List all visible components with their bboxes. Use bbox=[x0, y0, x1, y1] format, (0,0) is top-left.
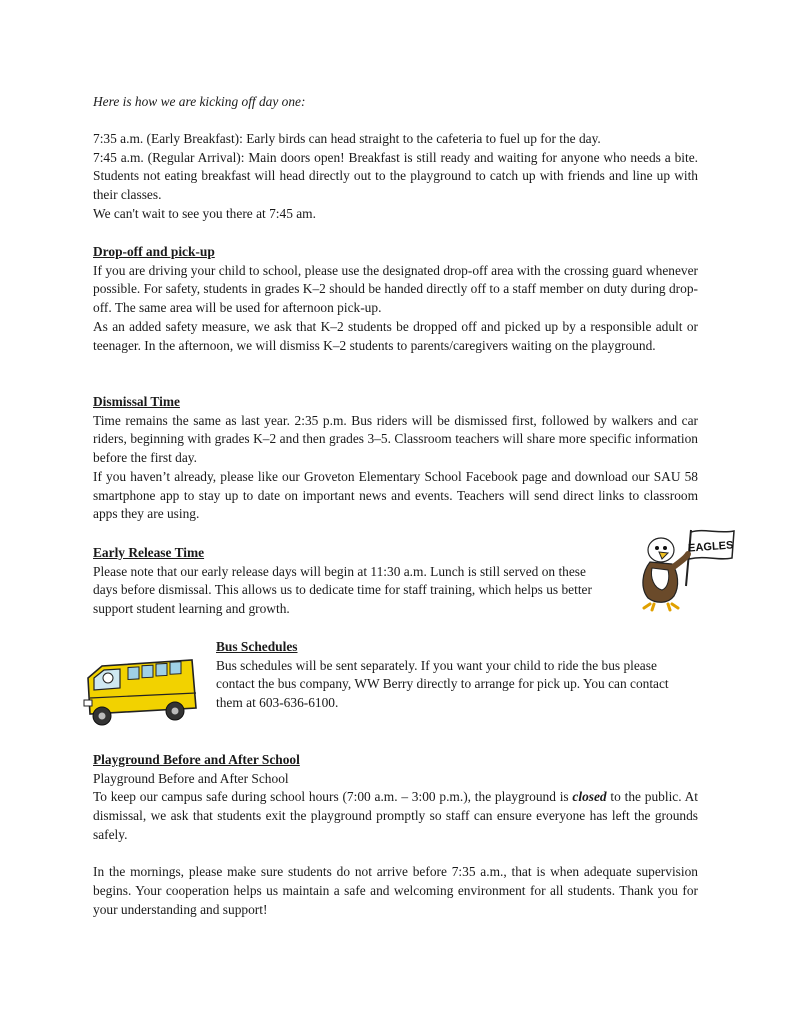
playground-section bbox=[93, 751, 698, 919]
bus-headlight bbox=[84, 700, 92, 706]
eagle-feet bbox=[644, 604, 678, 610]
eagle-mascot-icon bbox=[628, 528, 738, 612]
bus-line: contact the bus company, WW Berry directly to arrange for pick up. You can contact bbox=[216, 676, 669, 692]
dropoff-paragraph-2: As an added safety measure, we ask that K–2 students be dropped off and picked up by a responsible adult or teenager. In the afternoon, we will dismiss K–2 students to parents/caregivers waiting on the playground. bbox=[93, 318, 698, 353]
dismissal-paragraph-1: Time remains the same as last year. 2:35 p.m. Bus riders will be dismissed first, followed by walkers and car riders, beginning with grades K–2 and then grades 3–5. Classroom teachers will share more specific information before the first day. bbox=[93, 412, 698, 466]
eagle-wing bbox=[672, 554, 688, 568]
early-release-line: support student learning and growth. bbox=[93, 601, 290, 617]
closed-emphasis: closed bbox=[572, 789, 607, 805]
eagle-eye bbox=[663, 546, 667, 550]
playground-p1-start: To keep our campus safe during school hours (7:00 a.m. – 3:00 p.m.), the playground is bbox=[93, 789, 573, 805]
early-breakfast-text: 7:35 a.m. (Early Breakfast): Early birds can head straight to the cafeteria to fuel up for the day. bbox=[93, 131, 601, 146]
bus-hubcap bbox=[172, 708, 179, 715]
eagle-eye bbox=[655, 546, 659, 550]
playground-paragraph-1 bbox=[93, 788, 698, 844]
early-release-heading: Early Release Time bbox=[93, 545, 205, 560]
paragraph-spacer bbox=[93, 845, 698, 864]
early-release-line: Please note that our early release days will begin at 11:30 a.m. Lunch is still served on these bbox=[93, 563, 586, 579]
dismissal-heading: Dismissal Time bbox=[93, 394, 180, 409]
bus-window bbox=[170, 662, 181, 675]
intro-line: Here is how we are kicking off day one: bbox=[93, 94, 306, 109]
bus-window bbox=[142, 665, 153, 678]
early-release-line: days before dismissal. This allows us to dedicate time for staff training, which helps us better bbox=[93, 582, 592, 598]
bus-window bbox=[128, 667, 139, 680]
bus-line: them at 603-636-6100. bbox=[216, 695, 339, 711]
closing-text: We can't wait to see you there at 7:45 am. bbox=[93, 205, 316, 221]
playground-heading: Playground Before and After School bbox=[93, 752, 300, 767]
dropoff-paragraph-1: If you are driving your child to school, please use the designated drop-off area with the crossing guard whenever possible. For safety, students in grades K–2 should be handed directly off to a staff member on duty during drop-off. The same area will be used for afternoon pick-up. bbox=[93, 262, 698, 316]
dismissal-paragraph-2: If you haven’t already, please like our Groveton Elementary School Facebook page and download our SAU 58 smartphone app to stay up to date on important news and events. Teachers will send direct links to classroom apps they are using. bbox=[93, 468, 698, 522]
playground-p1-end: to the public. At dismissal, we ask that students exit the playground promptly so staff can ensure everyone has left the grounds safely. bbox=[93, 789, 699, 842]
playground-paragraph-2: In the mornings, please make sure students do not arrive before 7:35 a.m., that is when adequate supervision begins. Your cooperation helps us maintain a safe and welcoming environment for all students. Thank you for your understanding and support! bbox=[93, 864, 698, 917]
early-release-section bbox=[93, 544, 628, 619]
regular-arrival-text: 7:45 a.m. (Regular Arrival): Main doors open! Breakfast is still ready and waiting for anyone who needs a bite. Students not eating breakfast will head directly out to the playground to catch up with friends and line up with their classes. bbox=[93, 149, 698, 203]
driver-head bbox=[103, 673, 113, 683]
school-bus-icon bbox=[80, 656, 200, 734]
bus-hubcap bbox=[99, 713, 106, 720]
dropoff-heading: Drop-off and pick-up bbox=[93, 244, 215, 259]
bus-heading: Bus Schedules bbox=[216, 639, 298, 654]
dismissal-section bbox=[93, 393, 698, 524]
schedule-section bbox=[93, 130, 698, 224]
bus-line: Bus schedules will be sent separately. If you want your child to ride the bus please bbox=[216, 657, 657, 673]
dropoff-section bbox=[93, 243, 698, 355]
eagle-head bbox=[648, 538, 674, 562]
flag-text: EAGLES bbox=[687, 539, 734, 555]
playground-subheading: Playground Before and After School bbox=[93, 770, 289, 786]
bus-window bbox=[156, 663, 167, 676]
bus-section bbox=[216, 638, 698, 713]
